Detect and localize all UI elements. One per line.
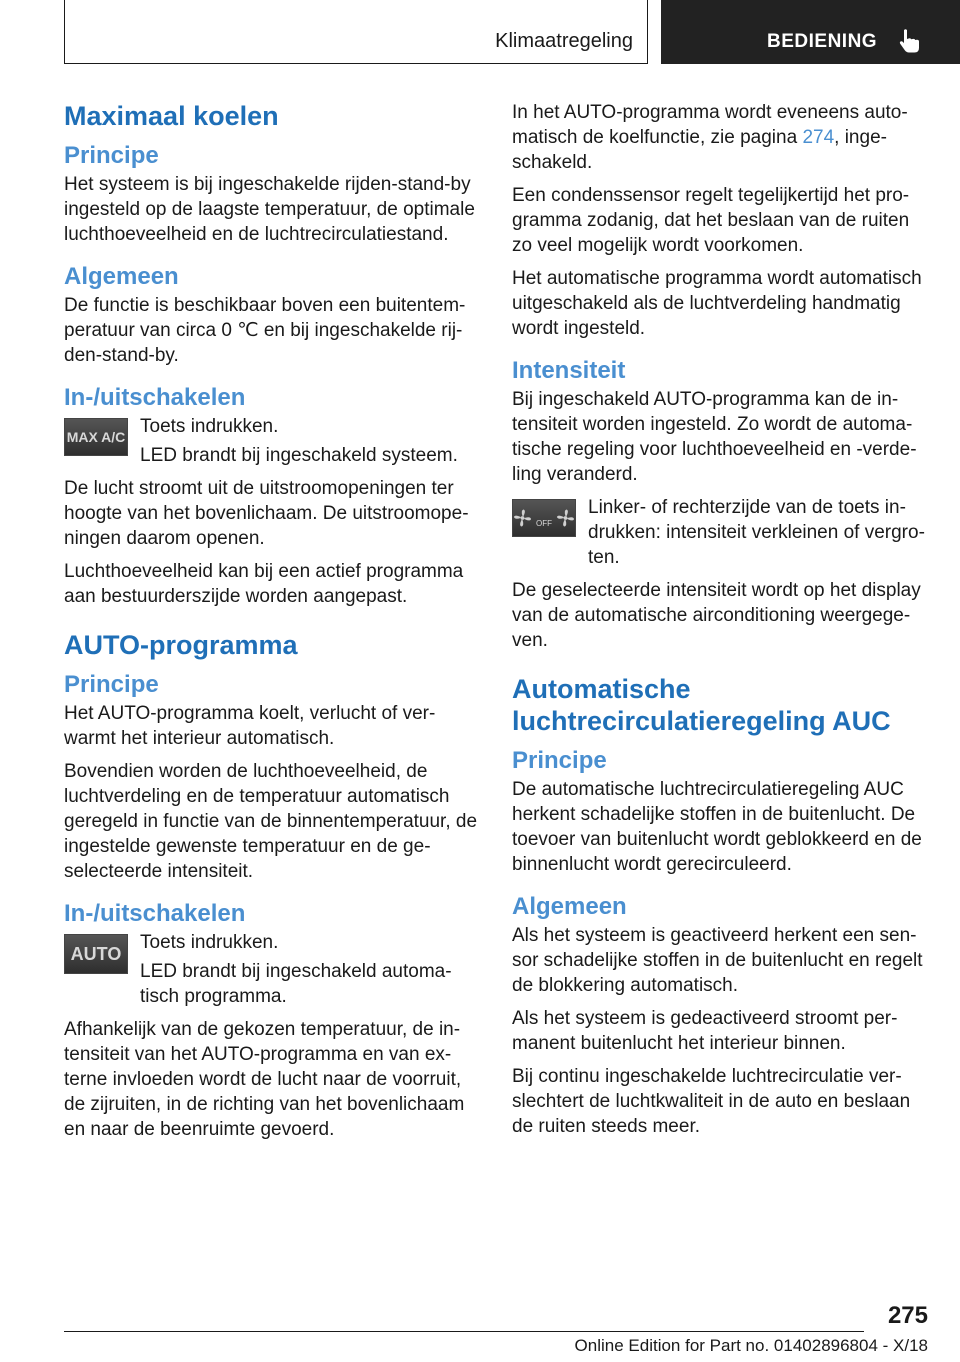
auto-airflow-text: Afhankelijk van de gekozen temperatuur, de intensiteit van het AUTO-programma en van externe invloeden wordt de lucht naar de voorruit, de zijruiten, in de richting van het bovenlichaam en naar de beenruimte gevoerd. [64,1019,465,1140]
auto-press-text: Toets indrukken. [140,932,279,953]
auto-led-text: LED brandt bij ingeschakeld automatisch programma. [140,961,452,1007]
fan-instruction-text: Linker- of rechterzijde van de toets indrukken: intensiteit verkleinen of vergroten. [588,497,925,568]
header-chapter-tab [661,0,960,64]
switch-heading: In-/uitschakelen [64,384,246,411]
page-number: 275 [887,1302,928,1329]
auto-switch-heading: In-/uitschakelen [64,900,246,927]
header-section-title: Klimaatregeling [495,30,633,52]
principle-heading: Principe [64,142,159,169]
auc-principle-text: De automatische luchtrecirculatieregeling AUC herkent schadelijke stoffen in de buitenlucht. De toevoer van buitenlucht wordt geblokkeerd en de binnenlucht wordt gerecirculeerd. [512,779,922,875]
auc-general-text-2: Als het systeem is gedeactiveerd stroomt permanent buitenlucht het interieur binnen. [512,1008,898,1054]
auto-principle-heading: Principe [64,671,159,698]
header-chapter-title: BEDIENING [767,31,878,52]
auto-button-label: AUTO [70,943,122,964]
led-text: LED brandt bij ingeschakeld systeem. [140,445,458,466]
auc-general-text-3: Bij continu ingeschakelde luchtrecirculatie verslechtert de luchtkwaliteit in de auto en beslaan de ruiten steeds meer. [512,1066,911,1137]
intensity-instruction [512,495,928,570]
intensity-text: Bij ingeschakeld AUTO-programma kan de intensiteit worden ingesteld. Zo wordt de automatische regeling voor luchthoeveelheid en -verdeling veranderd. [512,389,917,485]
auc-general-text-1: Als het systeem is geactiveerd herkent een sensor schadelijke stoffen in de buitenlucht en regelt de blokkering automatisch. [512,925,923,996]
auc-general-heading: Algemeen [512,893,627,920]
auto-program-title: AUTO-programma [64,630,298,660]
press-button-text: Toets indrukken. [140,416,279,437]
airvolume-text: Luchthoeveelheid kan bij een actief programma aan bestuurderszijde worden aangepast. [64,561,464,607]
cooling-function-text-start: In het AUTO-programma wordt eveneens automatisch de koelfunctie, zie pagina [512,102,908,148]
footer-divider [64,1331,864,1332]
left-column [64,100,480,1150]
general-text: De functie is beschikbaar boven een buitentemperatuur van circa 0 ℃ en bij ingeschakelde rijden-stand-by. [64,295,466,366]
auc-title: Automatische luchtrecirculatieregeling AUC [512,674,891,736]
auto-principle-text-1: Het AUTO-programma koelt, verlucht of verwarmt het interieur automatisch. [64,703,436,749]
fan-icon [513,507,532,529]
auto-instruction [64,930,480,1009]
airflow-text: De lucht stroomt uit de uitstroomopeningen ter hoogte van het bovenlichaam. De uitstroomopeningen daarom openen. [64,478,469,549]
principle-text: Het systeem is bij ingeschakelde rijden-stand-by ingesteld op de laagste temperatuur, de optimale luchthoeveelheid en de luchtrecirculatiestand. [64,174,475,245]
auto-principle-text-2: Bovendien worden de luchthoeveelheid, de luchtverdeling en de temperatuur automatisch geregeld in functie van de binnentemperatuur, de ingestelde gewenste temperatuur en de geselecteerde intensiteit. [64,761,478,882]
footer-edition: Online Edition for Part no. 01402896804 - X/18 [574,1336,928,1355]
page-link-274[interactable]: 274 [802,127,835,148]
general-heading: Algemeen [64,263,179,290]
fan-icon [556,507,575,529]
max-ac-button-label: MAX A/C [66,429,126,445]
max-ac-button-icon [64,418,128,456]
auc-principle-heading: Principe [512,747,607,774]
condensation-text: Een condenssensor regelt tegelijkertijd het programma zodanig, dat het beslaan van de ruiten zo veel mogelijk wordt voorkomen. [512,185,910,256]
display-text: De geselecteerde intensiteit wordt op het display van de automatische airconditioning weergegeven. [512,580,921,651]
intensity-heading: Intensiteit [512,357,626,384]
cooling-function-text [512,100,928,175]
cooling-function-text-end: , ingeschakeld. [512,127,887,173]
max-ac-instruction [64,414,480,468]
auto-off-text: Het automatische programma wordt automatisch uitgeschakeld als de luchtverdeling handmatig wordt ingesteld. [512,268,922,339]
right-column [512,100,928,1147]
fan-intensity-button-icon [512,499,576,537]
header-section-box [64,0,648,64]
fan-off-label: OFF [536,518,552,528]
auto-button-icon [64,934,128,974]
pointing-hand-icon [895,26,925,56]
max-cooling-title: Maximaal koelen [64,101,279,131]
